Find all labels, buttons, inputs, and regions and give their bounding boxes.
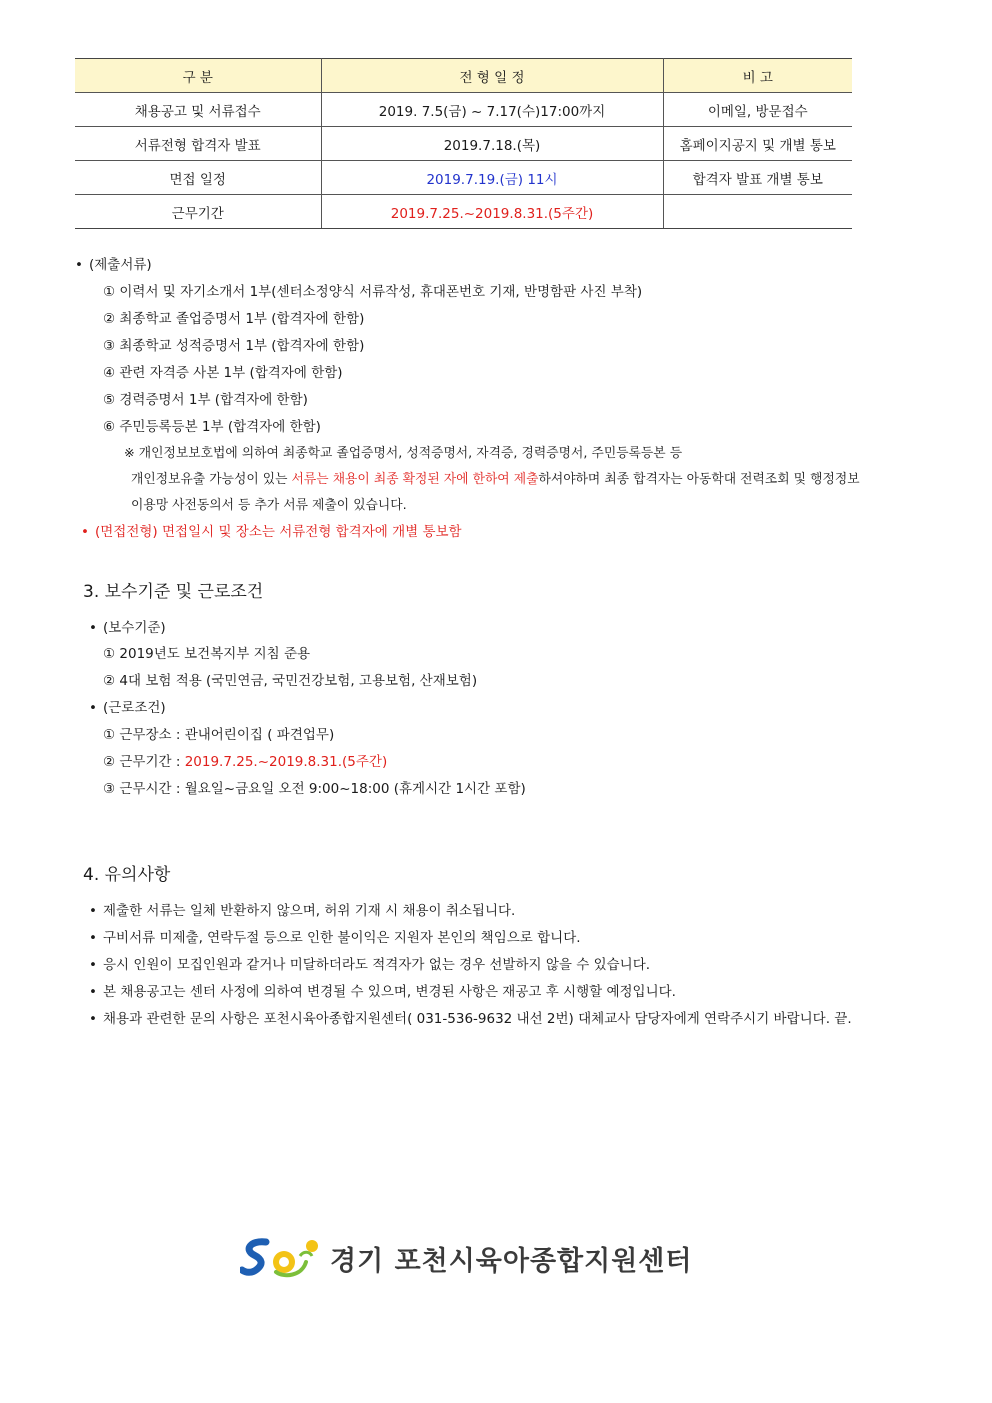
table-row (75, 93, 852, 127)
section3-heading: 3. 보수기준 및 근로조건 (83, 582, 264, 602)
caution-item: • 제출한 서류는 일체 반환하지 않으며, 허위 기재 시 채용이 취소됩니다. (103, 902, 515, 920)
pay-title: • (보수기준) (103, 619, 166, 637)
center-logo-icon (240, 1236, 326, 1280)
caution-item: • 채용과 관련한 문의 사항은 포천시육아종합지원센터( 031-536-9632 내선 2번) 대체교사 담당자에게 연락주시기 바랍니다. 끝. (103, 1010, 852, 1028)
row-category: 채용공고 및 서류접수 (75, 93, 321, 127)
work-place: ① 근무장소 : 관내어린이집 ( 파견업무) (103, 727, 335, 743)
document-item: ③ 최종학교 성적증명서 1부 (합격자에 한함) (103, 338, 365, 354)
work-period-label: ② 근무기간 : (103, 754, 185, 770)
interview-note: • (면접전형) 면접일시 및 장소는 서류전형 합격자에 개별 통보함 (95, 523, 462, 541)
table-row (75, 161, 852, 195)
row-date: 2019.7.25.~2019.8.31.(5주간) (321, 195, 663, 229)
center-name: 경기 포천시육아종합지원센터 (330, 1246, 693, 1277)
document-item: ④ 관련 자격증 사본 1부 (합격자에 한함) (103, 365, 343, 381)
document-item: ① 이력서 및 자기소개서 1부(센터소정양식 서류작성, 휴대폰번호 기재, 반명함판 사진 부착) (103, 284, 643, 300)
work-title: • (근로조건) (103, 699, 166, 717)
document-item: ② 최종학교 졸업증명서 1부 (합격자에 한함) (103, 311, 365, 327)
work-hours: ③ 근무시간 : 월요일~금요일 오전 9:00~18:00 (휴게시간 1시간 포함) (103, 781, 526, 797)
work-period-value: 2019.7.25.~2019.8.31.(5주간) (184, 754, 388, 770)
header-schedule: 전 형 일 정 (321, 59, 663, 93)
row-category: 근무기간 (75, 195, 321, 229)
document-item: ⑥ 주민등록등본 1부 (합격자에 한함) (103, 419, 321, 435)
row-date: 2019.7.19.(금) 11시 (321, 161, 663, 195)
header-note: 비 고 (663, 59, 852, 93)
documents-title: • (제출서류) (89, 256, 152, 274)
caution-item: • 본 채용공고는 센터 사정에 의하여 변경될 수 있으며, 변경된 사항은 재공고 후 시행할 예정입니다. (103, 983, 676, 1001)
header-category: 구 분 (75, 59, 321, 93)
pay-item: ① 2019년도 보건복지부 지침 준용 (103, 646, 311, 662)
row-date: 2019. 7.5(금) ~ 7.17(수)17:00까지 (321, 93, 663, 127)
note-highlight: 서류는 채용이 최종 확정된 자에 한하여 제출 (291, 472, 539, 487)
table-row (75, 195, 852, 229)
row-note: 홈페이지공지 및 개별 통보 (663, 127, 852, 161)
work-period (103, 753, 387, 771)
table-row (75, 127, 852, 161)
section4-heading: 4. 유의사항 (83, 865, 171, 885)
table-header-row (75, 59, 852, 93)
privacy-note-line2 (131, 471, 860, 489)
row-category: 면접 일정 (75, 161, 321, 195)
privacy-note: ※ 개인정보보호법에 의하여 최종학교 졸업증명서, 성적증명서, 자격증, 경력증명서, 주민등록등본 등 (124, 446, 683, 461)
document-item: ⑤ 경력증명서 1부 (합격자에 한함) (103, 392, 308, 408)
caution-item: • 응시 인원이 모집인원과 같거나 미달하더라도 적격자가 없는 경우 선발하지 않을 수 있습니다. (103, 956, 650, 974)
row-note: 합격자 발표 개별 통보 (663, 161, 852, 195)
note-text: 개인정보유출 가능성이 있는 (131, 472, 292, 487)
privacy-note-line3: 이용망 사전동의서 등 추가 서류 제출이 있습니다. (131, 498, 407, 513)
pay-item: ② 4대 보험 적용 (국민연금, 국민건강보험, 고용보험, 산재보험) (103, 673, 478, 689)
row-note (663, 195, 852, 229)
note-text: 하셔야하며 최종 합격자는 아동학대 전력조회 및 행정정보 (538, 472, 860, 487)
row-note: 이메일, 방문접수 (663, 93, 852, 127)
schedule-table (75, 58, 852, 229)
caution-item: • 구비서류 미제출, 연락두절 등으로 인한 불이익은 지원자 본인의 책임으로 합니다. (103, 929, 581, 947)
row-category: 서류전형 합격자 발표 (75, 127, 321, 161)
row-date: 2019.7.18.(목) (321, 127, 663, 161)
center-logo (240, 1236, 730, 1280)
